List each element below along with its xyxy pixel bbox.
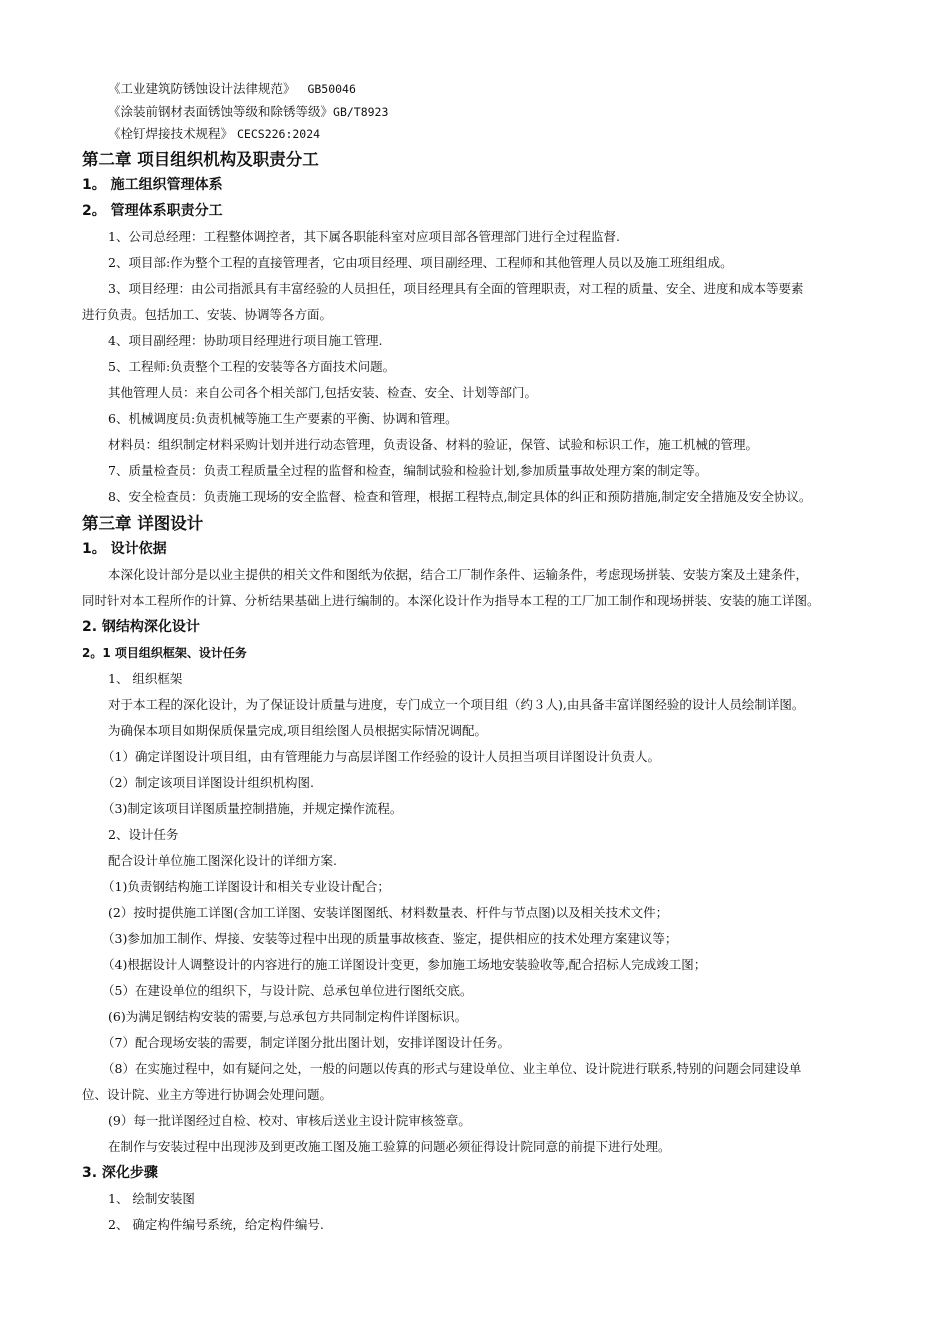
paragraph: 3、项目经理：由公司指派具有丰富经验的人员担任，项目经理具有全面的管理职责，对工程的质量、安全、进度和成本等要素 xyxy=(108,280,804,296)
list-item: （8）在实施过程中，如有疑问之处，一般的问题以传真的形式与建设单位、业主单位、设计院进行联系,特别的问题会同建设单 xyxy=(102,1060,802,1076)
list-item: 1、 绘制安装图 xyxy=(108,1190,195,1206)
list-item: 2、 确定构件编号系统，给定构件编号. xyxy=(108,1216,324,1232)
section-heading: 2. 钢结构深化设计 xyxy=(82,618,200,635)
list-item: （1)负责钢结构施工详图设计和相关专业设计配合； xyxy=(102,878,390,894)
paragraph: 1、 组织框架 xyxy=(108,670,183,686)
paragraph: 其他管理人员：来自公司各个相关部门,包括安装、检查、安全、计划等部门。 xyxy=(108,384,537,400)
paragraph: 材料员：组织制定材料采购计划并进行动态管理，负责设备、材料的验证，保管、试验和标识工作，施工机械的管理。 xyxy=(108,436,759,452)
paragraph: （3)制定该项目详图质量控制措施，并规定操作流程。 xyxy=(102,800,403,816)
document-page xyxy=(82,78,882,1238)
list-item: (2）按时提供施工详图(含加工详图、安装详图图纸、材料数量表、杆件与节点图)以及相关技术文件； xyxy=(108,904,669,920)
list-item: (9）每一批详图经过自检、校对、审核后送业主设计院审核签章。 xyxy=(108,1112,471,1128)
reference-line xyxy=(82,101,882,124)
reference-title: 《工业建筑防锈蚀设计法律规范》 xyxy=(108,81,296,96)
section-heading: 2。 管理体系职责分工 xyxy=(82,202,223,219)
list-item: （7）配合现场安装的需要，制定详图分批出图计划，安排详图设计任务。 xyxy=(102,1034,510,1050)
reference-title: 《栓钉焊接技术规程》 xyxy=(108,126,234,141)
paragraph: 4、项目副经理：协助项目经理进行项目施工管理. xyxy=(108,332,383,348)
paragraph: 2、项目部:作为整个工程的直接管理者，它由项目经理、项目副经理、工程师和其他管理人员以及施工班组组成。 xyxy=(108,254,733,270)
paragraph: 在制作与安装过程中出现涉及到更改施工图及施工验算的问题必须征得设计院同意的前提下进行处理。 xyxy=(108,1138,671,1154)
section-heading: 1。 设计依据 xyxy=(82,540,167,557)
paragraph: 2、设计任务 xyxy=(108,826,179,842)
section-heading: 3. 深化步骤 xyxy=(82,1164,158,1181)
reference-title: 《涂装前钢材表面锈蚀等级和除锈等级》 xyxy=(108,103,334,119)
paragraph: （2）制定该项目详图设计组织机构图. xyxy=(102,774,314,790)
list-item: (6)为满足钢结构安装的需要,与总承包方共同制定构件详图标识。 xyxy=(108,1008,468,1024)
reference-line xyxy=(82,78,882,101)
chapter-2-heading: 第二章 项目组织机构及职责分工 xyxy=(82,149,319,169)
paragraph: 5、工程师:负责整个工程的安装等各方面技术问题。 xyxy=(108,358,396,374)
paragraph: 对于本工程的深化设计，为了保证设计质量与进度，专门成立一个项目组（约３人),由具备丰富详图经验的设计人员绘制详图。 xyxy=(108,696,805,712)
list-item: （3)参加加工制作、焊接、安装等过程中出现的质量事故核查、鉴定，提供相应的技术处理方案建议等； xyxy=(102,930,678,946)
paragraph: 同时针对本工程所作的计算、分析结果基础上进行编制的。本深化设计作为指导本工程的工厂加工制作和现场拼装、安装的施工详图。 xyxy=(82,592,820,608)
subsection-heading: 2。1 项目组织框架、设计任务 xyxy=(82,645,247,660)
paragraph: 1、公司总经理：工程整体调控者，其下属各职能科室对应项目部各管理部门进行全过程监督. xyxy=(108,228,620,244)
paragraph: （1）确定详图设计项目组，由有管理能力与高层详图工作经验的设计人员担当项目详图设计负责人。 xyxy=(102,748,660,764)
reference-code: CECS226:2024 xyxy=(237,127,321,141)
paragraph: 本深化设计部分是以业主提供的相关文件和图纸为依据，结合工厂制作条件、运输条件，考虑现场拼装、安装方案及土建条件， xyxy=(108,566,809,582)
paragraph: 6、机械调度员:负责机械等施工生产要素的平衡、协调和管理。 xyxy=(108,410,458,426)
section-heading: 1。 施工组织管理体系 xyxy=(82,176,223,193)
paragraph: 7、质量检查员：负责工程质量全过程的监督和检查，编制试验和检验计划,参加质量事故处理方案的制定等。 xyxy=(108,462,708,478)
list-item: 位、设计院、业主方等进行协调会处理问题。 xyxy=(82,1086,333,1102)
chapter-3-heading: 第三章 详图设计 xyxy=(82,513,204,533)
paragraph: 为确保本项目如期保质保量完成,项目组绘图人员根据实际情况调配。 xyxy=(108,722,487,738)
list-item: （4)根据设计人调整设计的内容进行的施工详图设计变更，参加施工场地安装验收等,配合招标人完成竣工图； xyxy=(102,956,707,972)
list-item: （5）在建设单位的组织下，与设计院、总承包单位进行图纸交底。 xyxy=(102,982,473,998)
paragraph: 配合设计单位施工图深化设计的详细方案. xyxy=(108,852,337,868)
paragraph: 8、安全检查员：负责施工现场的安全监督、检查和管理，根据工程特点,制定具体的纠正和预防措施,制定安全措施及安全协议。 xyxy=(108,488,812,504)
reference-code: GB50046 xyxy=(307,82,356,96)
paragraph: 进行负责。包括加工、安装、协调等各方面。 xyxy=(82,306,333,322)
reference-code: GB/T8923 xyxy=(333,104,389,119)
reference-line xyxy=(82,123,882,146)
